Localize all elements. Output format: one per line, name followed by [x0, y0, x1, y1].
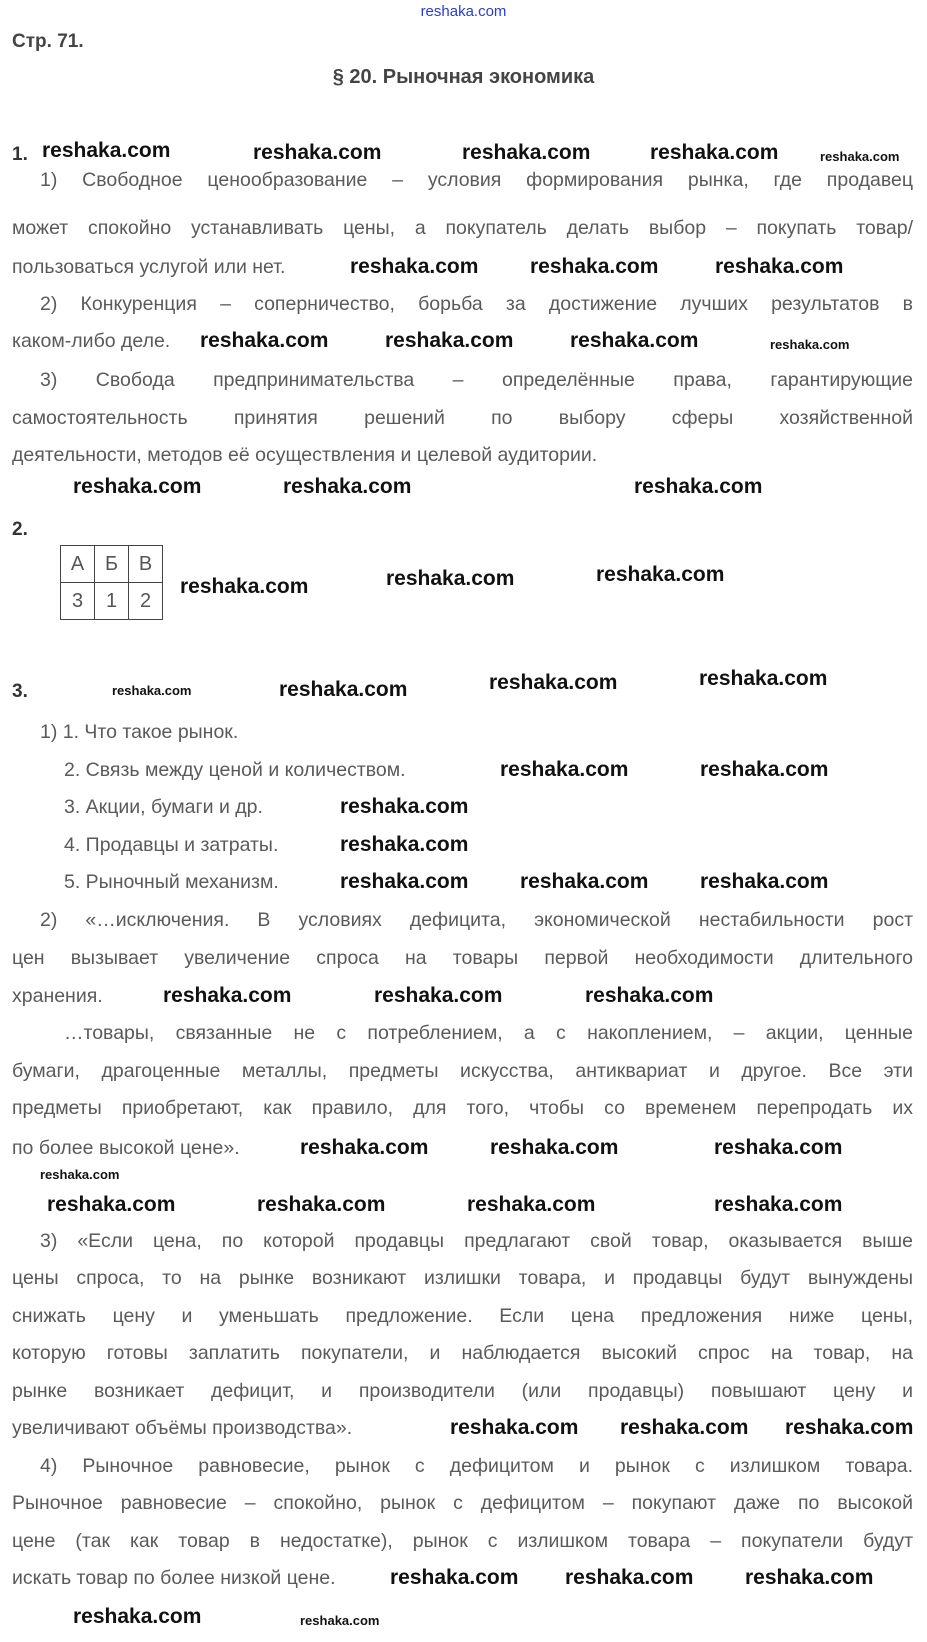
watermark: reshaka.com [570, 329, 699, 352]
watermark: reshaka.com [257, 1193, 386, 1216]
watermark: reshaka.com [700, 758, 829, 781]
task-3-line: 4) Рыночное равновесие, рынок с дефицитом и рынок с излишком товара. [40, 1455, 913, 1477]
task-3-line: 1) 1. Что такое рынок. [40, 721, 239, 743]
task-1-line: 1) Свободное ценообразование – условия формирования рынка, где продавец [40, 169, 913, 191]
watermark: reshaka.com [585, 984, 714, 1007]
watermark: reshaka.com [385, 329, 514, 352]
task-3-line: цене (так как товар в недостатке), рынок с излишком товара – покупатели будут [12, 1530, 913, 1552]
task-3-line: хранения. [12, 985, 103, 1007]
table-value-a: 3 [61, 583, 95, 620]
table-header-a: А [61, 546, 95, 583]
task-3-line: бумаги, драгоценные металлы, предметы искусства, антиквариат и другое. Все эти [12, 1060, 913, 1082]
watermark: reshaka.com [714, 1136, 843, 1159]
watermark: reshaka.com [340, 833, 469, 856]
watermark: reshaka.com [283, 475, 412, 498]
task-2-number: 2. [12, 519, 28, 540]
task-3-line: 3) «Если цена, по которой продавцы предлагают свой товар, оказывается выше [40, 1230, 913, 1252]
task-3-line: цен вызывает увеличение спроса на товары первой необходимости длительного [12, 947, 913, 969]
answer-table [60, 545, 163, 620]
task-3-line: которую готовы заплатить покупатели, и наблюдается высокий спрос на товар, на [12, 1342, 913, 1364]
task-1-line: 2) Конкуренция – соперничество, борьба за достижение лучших результатов в [40, 293, 913, 315]
task-1-line: 3) Свобода предпринимательства – определённые права, гарантирующие [40, 369, 913, 391]
watermark: reshaka.com [279, 678, 408, 701]
task-1-line: может спокойно устанавливать цены, а покупатель делать выбор – покупать товар/ [12, 217, 913, 239]
watermark: reshaka.com [300, 1613, 380, 1628]
task-1-line: каком-либо деле. [12, 330, 171, 352]
watermark: reshaka.com [770, 337, 850, 352]
task-3-line: 4. Продавцы и затраты. [64, 834, 279, 856]
task-1-line: самостоятельность принятия решений по выбору сферы хозяйственной [12, 407, 913, 429]
watermark: reshaka.com [450, 1416, 579, 1439]
watermark: reshaka.com [715, 255, 844, 278]
task-1-line: пользоваться услугой или нет. [12, 256, 286, 278]
watermark: reshaka.com [340, 795, 469, 818]
task-3-line: 3. Акции, бумаги и др. [64, 796, 263, 818]
watermark: reshaka.com [650, 141, 779, 164]
watermark: reshaka.com [40, 1167, 120, 1182]
watermark: reshaka.com [200, 329, 329, 352]
watermark: reshaka.com [530, 255, 659, 278]
watermark: reshaka.com [596, 563, 725, 586]
watermark: reshaka.com [489, 671, 618, 694]
task-3-line: по более высокой цене». [12, 1137, 240, 1159]
watermark: reshaka.com [253, 141, 382, 164]
page-title: § 20. Рыночная экономика [332, 66, 595, 88]
watermark: reshaka.com [73, 475, 202, 498]
watermark: reshaka.com [350, 255, 479, 278]
watermark: reshaka.com [390, 1566, 519, 1589]
watermark: reshaka.com [620, 1416, 749, 1439]
task-3-line: …товары, связанные не с потреблением, а с накоплением, – акции, ценные [64, 1022, 913, 1044]
page-label: Стр. 71. [12, 31, 84, 52]
watermark: reshaka.com [520, 870, 649, 893]
watermark: reshaka.com [785, 1416, 914, 1439]
task-3-line: 5. Рыночный механизм. [64, 871, 279, 893]
watermark: reshaka.com [700, 870, 829, 893]
header-watermark: reshaka.com [420, 3, 507, 20]
watermark: reshaka.com [820, 149, 900, 164]
task-3-line: рынке возникает дефицит, и производители (или продавцы) повышают цену и [12, 1380, 913, 1402]
watermark: reshaka.com [163, 984, 292, 1007]
watermark: reshaka.com [47, 1193, 176, 1216]
watermark: reshaka.com [374, 984, 503, 1007]
watermark: reshaka.com [340, 870, 469, 893]
watermark: reshaka.com [462, 141, 591, 164]
watermark: reshaka.com [467, 1193, 596, 1216]
watermark: reshaka.com [42, 139, 171, 162]
watermark: reshaka.com [386, 567, 515, 590]
table-value-b: 1 [95, 583, 129, 620]
table-header-b: Б [95, 546, 129, 583]
watermark: reshaka.com [180, 575, 309, 598]
watermark: reshaka.com [565, 1566, 694, 1589]
watermark: reshaka.com [490, 1136, 619, 1159]
task-3-line: предметы приобретают, как правило, для того, чтобы со временем перепродать их [12, 1097, 913, 1119]
task-1-line: деятельности, методов её осуществления и целевой аудитории. [12, 444, 598, 466]
watermark: reshaka.com [112, 683, 192, 698]
watermark: reshaka.com [714, 1193, 843, 1216]
task-3-line: увеличивают объёмы производства». [12, 1417, 353, 1439]
task-3-line: искать товар по более низкой цене. [12, 1567, 336, 1589]
watermark: reshaka.com [500, 758, 629, 781]
task-3-number: 3. [12, 681, 28, 702]
watermark: reshaka.com [300, 1136, 429, 1159]
watermark: reshaka.com [699, 667, 828, 690]
task-3-line: Рыночное равновесие – спокойно, рынок с дефицитом – покупают даже по высокой [12, 1492, 913, 1514]
table-value-v: 2 [129, 583, 163, 620]
task-3-line: цены спроса, то на рынке возникают излишки товара, и продавцы будут вынуждены [12, 1267, 913, 1289]
watermark: reshaka.com [634, 475, 763, 498]
watermark: reshaka.com [745, 1566, 874, 1589]
table-header-v: В [129, 546, 163, 583]
task-3-line: 2) «…исключения. В условиях дефицита, экономической нестабильности рост [40, 909, 913, 931]
watermark: reshaka.com [73, 1605, 202, 1628]
task-1-number: 1. [12, 144, 28, 165]
task-3-line: снижать цену и уменьшать предложение. Если цена предложения ниже цены, [12, 1305, 913, 1327]
task-3-line: 2. Связь между ценой и количеством. [64, 759, 406, 781]
